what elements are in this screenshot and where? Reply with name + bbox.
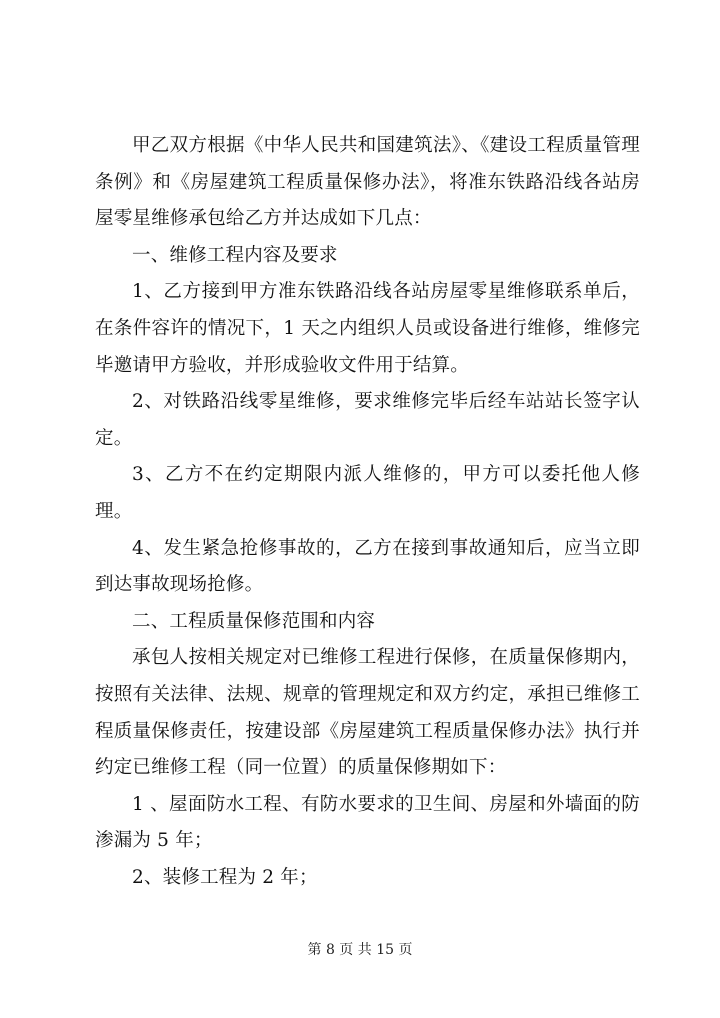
document-body bbox=[95, 128, 640, 896]
paragraph-item-3: 3、乙方不在约定期限内派人维修的，甲方可以委托他人修理。 bbox=[95, 464, 640, 522]
paragraph-item-1: 1、乙方接到甲方准东铁路沿线各站房屋零星维修联系单后，在条件容许的情况下，1 天之内组织人员或设备进行维修，维修完毕邀请甲方验收，并形成验收文件用于结算。 bbox=[95, 281, 640, 376]
paragraph-warranty-item-1: 1 、屋面防水工程、有防水要求的卫生间、房屋和外墙面的防渗漏为 5 年； bbox=[95, 793, 640, 852]
paragraph-intro: 甲乙双方根据《中华人民共和国建筑法》、《建设工程质量管理条例》和《房屋建筑工程质量保修办法》，将准东铁路沿线各站房屋零星维修承包给乙方并达成如下几点： bbox=[95, 135, 640, 230]
page-number-footer: 第 8 页 共 15 页 bbox=[307, 942, 413, 958]
section-heading-1: 一、维修工程内容及要求 bbox=[132, 244, 338, 266]
paragraph-warranty: 承包人按相关规定对已维修工程进行保修，在质量保修期内，按照有关法律、法规、规章的管理规定和双方约定，承担已维修工程质量保修责任，按建设部《房屋建筑工程质量保修办法》执行并约定已维修工程（同一位置）的质量保修期如下： bbox=[95, 647, 640, 779]
paragraph-item-4: 4、发生紧急抢修事故的，乙方在接到事故通知后，应当立即到达事故现场抢修。 bbox=[95, 537, 640, 596]
section-heading-2: 二、工程质量保修范围和内容 bbox=[132, 610, 376, 632]
paragraph-item-2: 2、对铁路沿线零星维修，要求维修完毕后经车站站长签字认定。 bbox=[95, 391, 640, 449]
paragraph-warranty-item-2: 2、装修工程为 2 年； bbox=[132, 866, 318, 888]
